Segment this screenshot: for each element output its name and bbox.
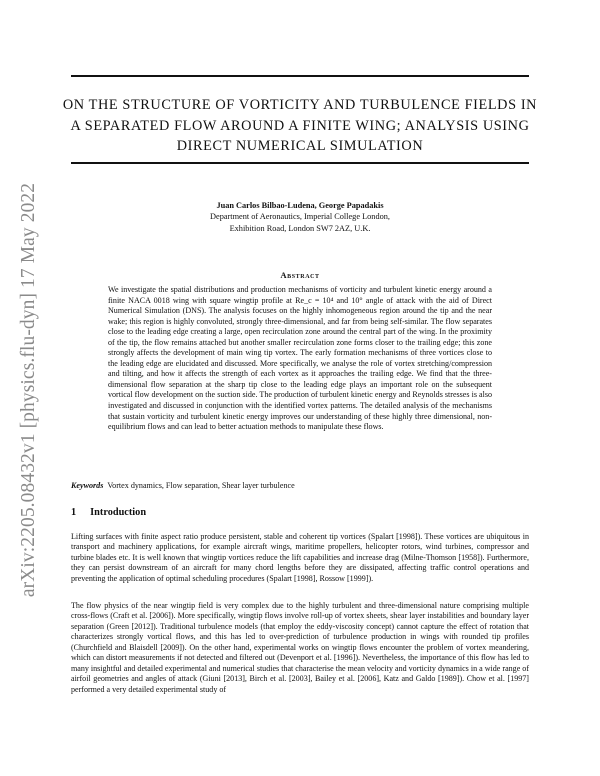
- author-names: Juan Carlos Bilbao-Ludena, George Papadakis: [216, 201, 384, 210]
- section-heading: [71, 507, 146, 518]
- title-top-rule: [71, 75, 529, 77]
- title-bottom-rule: [71, 162, 529, 164]
- arxiv-stamp-text: arXiv:2205.08432v1 [physics.flu-dyn] 17 May 2022: [18, 182, 39, 598]
- affiliation-line-1: Department of Aeronautics, Imperial College London,: [210, 212, 390, 222]
- keywords-label: Keywords: [71, 481, 104, 490]
- section-number: 1: [71, 507, 77, 518]
- section-title: Introduction: [90, 507, 147, 518]
- author-block: [110, 200, 490, 234]
- keywords-line: [71, 481, 529, 490]
- abstract-text: We investigate the spatial distributions and production mechanisms of vorticity and turbulent kinetic energy around a finite NACA 0018 wing with square wingtip profile at Re_c = 10⁴ and 10° angle of attack with the aid of Direct Numerical Simulation (DNS). The analysis focuses on the highly inhomogeneous region around the tip and the near wake; this region is highly convoluted, strongly three-dimensional, and far from being self-similar. The flow separates close to the leading edge creating a large, open recirculation zone around the central part of the wing. In the proximity of the tip, the flow remains attached but another smaller recirculation zone forms closer to the trailing edge; this zone strongly affects the development of main wing tip vortex. The early formation mechanisms of three vortices close to the leading edge are elucidated and discussed. More specifically, we analyse the role of vortex stretching/compression and tilting, and how it affects the strength of each vortex as it approaches the trailing edge. We find that the three-dimensional flow separation at the sharp tip close to the leading edge plays an important role on the subsequent vortical flow development on the suction side. The production of turbulent kinetic energy and Reynolds stresses is also investigated and discussed in conjunction with the identified vortex patterns. The detailed analysis of the mechanisms that sustain vorticity and turbulent kinetic energy improves our understanding of these highly three dimensional, non-equilibrium flows and can lead to better actuation methods to manipulate these flows.: [108, 285, 492, 432]
- abstract-heading: Abstract: [280, 270, 320, 280]
- body-paragraph: The flow physics of the near wingtip field is very complex due to the highly turbulent and three-dimensional nature comprising multiple cross-flows (Craft et al. [2006]). More specifically, wingtip flows involve roll-up of vortex sheets, shear layer instabilities and boundary layer separation (Green [2012]). Traditional turbulence models (that employ the eddy-viscosity concept) cannot capture the effect of rotation that characterizes strongly vortical flows, and this has led to over-prediction of turbulence production in wings with rounded tip profiles (Churchfield and Blaisdell [2009]). On the other hand, experimental works on wingtip flows encounter the problem of vortex meandering, which can distort measurements if not detected and filtered out (Devenport et al. [1996]). Nevertheless, the importance of this flow has led to many insightful and detailed experimental and numerical studies that characterise the mean velocity and vorticity dynamics in a wide range of airfoil geometries and angles of attack (Giuni [2013], Birch et al. [2003], Bailey et al. [2006], Katz and Galdo [1989]). Chow et al. [1997] performed a very detailed experimental study of: [71, 601, 529, 694]
- body-paragraph: Lifting surfaces with finite aspect ratio produce persistent, stable and coherent tip vortices (Spalart [1998]). These vortices are ubiquitous in transport and machinery applications, for example aircraft wings, maritime propellers, helicopter rotors, wind turbines, compressor and turbine blades etc. It is well known that wingtip vortices reduce the lift capabilities and increase drag (Milne-Thomson [1958]). Furthermore, they can persist downstream of an aircraft for many chord lengths before they are dissipated, affecting traffic control operations and preventing the application of optimal scheduling procedures (Spalart [1998], Rossow [1999]).: [71, 532, 529, 583]
- paper-title: ON THE STRUCTURE OF VORTICITY AND TURBULENCE FIELDS IN A SEPARATED FLOW AROUND A FINITE WING; ANALYSIS USING DIRECT NUMERICAL SIMULATION: [62, 97, 538, 154]
- affiliation-line-2: Exhibition Road, London SW7 2AZ, U.K.: [229, 223, 371, 233]
- keywords-text: Vortex dynamics, Flow separation, Shear layer turbulence: [107, 481, 295, 490]
- arxiv-identifier: [14, 180, 44, 600]
